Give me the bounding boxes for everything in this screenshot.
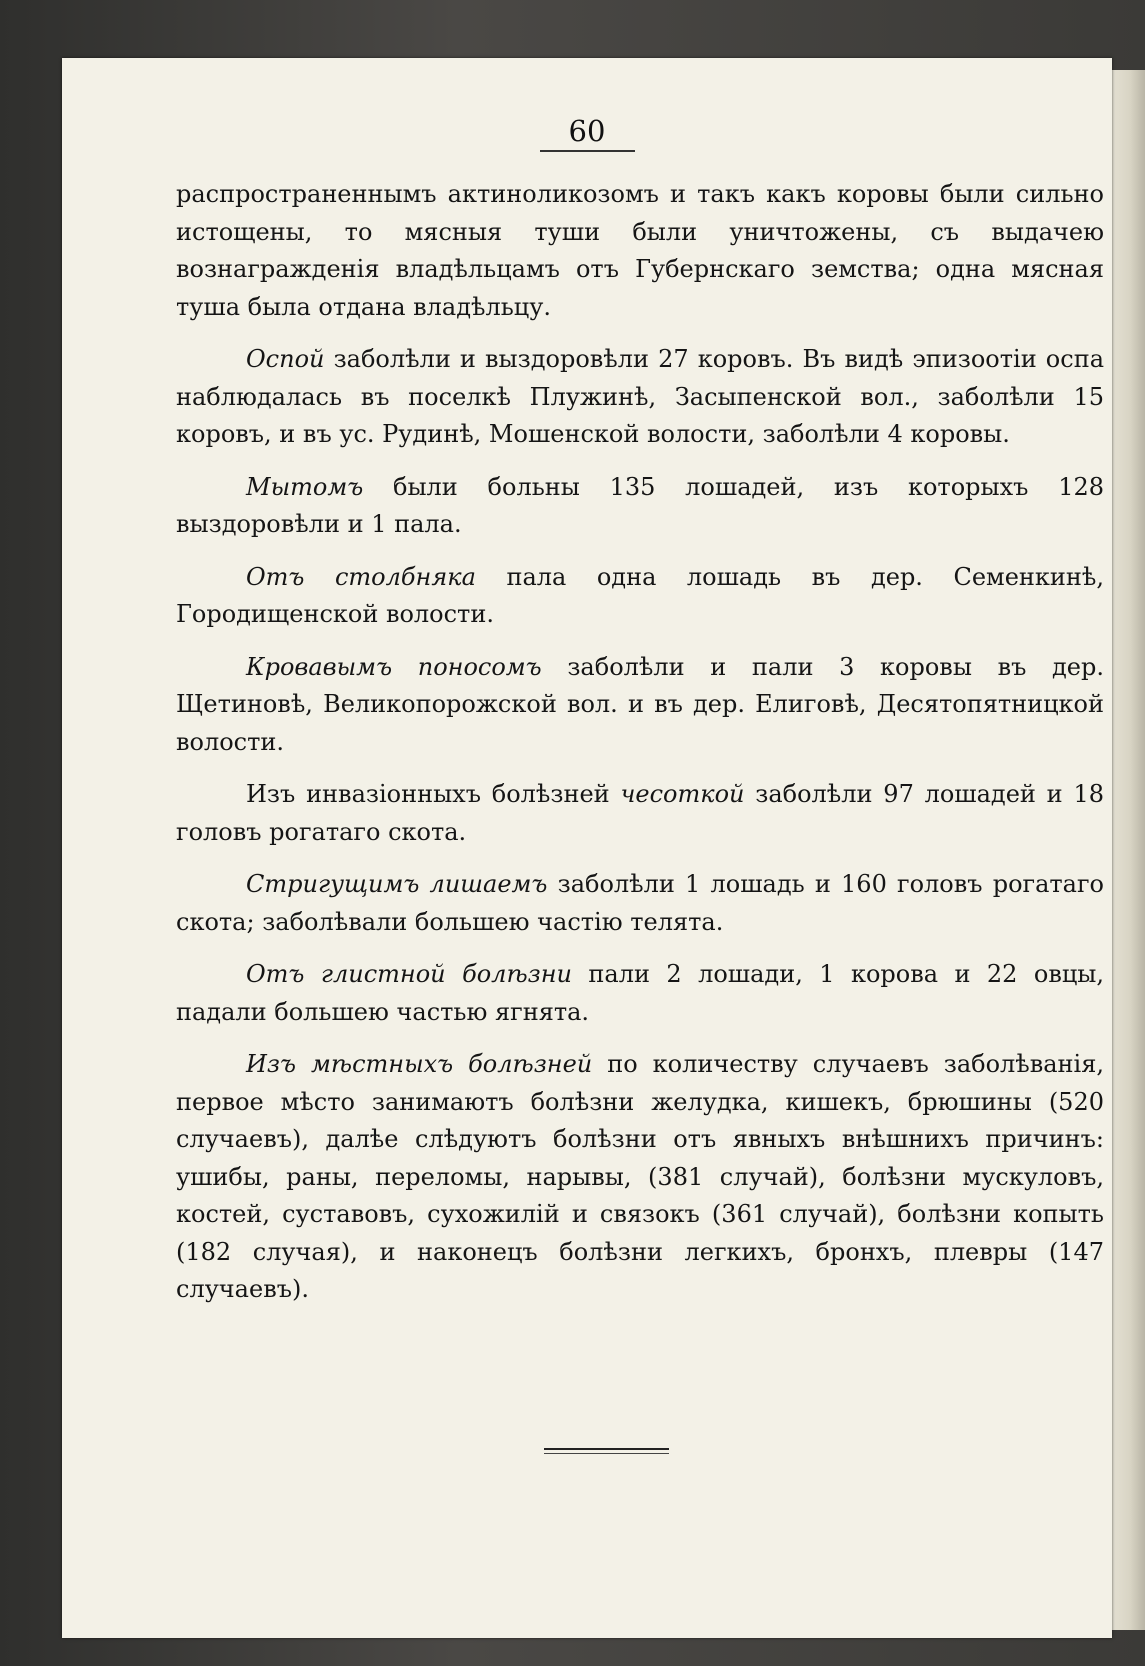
paragraph-6-lead-plain: Изъ инвазіонныхъ болѣзней bbox=[246, 780, 621, 808]
paragraph-6 bbox=[176, 776, 1104, 851]
paragraph-7-lead: Стригущимъ лишаемъ bbox=[246, 870, 548, 898]
paragraph-9-lead: Изъ мѣстныхъ болѣзней bbox=[246, 1050, 593, 1078]
paragraph-8-body: пали 2 лошади, 1 корова и 22 овцы, падали большею частью ягнята. bbox=[176, 960, 1105, 1026]
page-number-rule bbox=[540, 150, 635, 152]
paragraph-2 bbox=[176, 341, 1104, 454]
paragraph-6-body: заболѣли 97 лошадей и 18 головъ рогатаго скота. bbox=[176, 780, 1104, 846]
paragraph-8-lead: Отъ глистной болѣзни bbox=[246, 960, 572, 988]
paragraph-8 bbox=[176, 956, 1104, 1031]
paragraph-4-body: пала одна лошадь въ дер. Семенкинѣ, Городищенской волости. bbox=[176, 562, 1105, 628]
end-of-section-rule bbox=[544, 1448, 669, 1454]
paragraph-2-body: заболѣли и выздоровѣли 27 коровъ. Въ видѣ эпизоотіи оспа наблюдалась въ поселкѣ Плужинѣ, Засыпенской вол., заболѣли 15 коровъ, и въ ус. Рудинѣ, Мошенской волости, заболѣли 4 коровы. bbox=[176, 345, 1104, 448]
paragraph-4 bbox=[176, 559, 1104, 634]
paragraph-5-body: заболѣли и пали 3 коровы въ дер. Щетиновѣ, Великопорожской вол. и въ дер. Елиговѣ, Десятопятницкой волости. bbox=[176, 652, 1104, 756]
page-text bbox=[176, 176, 1104, 1324]
paragraph-1 bbox=[176, 176, 1104, 326]
paragraph-7 bbox=[176, 866, 1104, 941]
next-page-edge bbox=[1108, 70, 1145, 1630]
paragraph-7-body: заболѣли 1 лошадь и 160 головъ рогатаго скота; заболѣвали большею частію телята. bbox=[176, 870, 1105, 936]
paragraph-3-body: были больны 135 лошадей, изъ которыхъ 128 выздоровѣли и 1 пала. bbox=[176, 472, 1104, 538]
paragraph-1-body: распространеннымъ актиноликозомъ и такъ какъ коровы были сильно истощены, то мясныя туши были уничтожены, съ выдачею вознагражденія владѣльцамъ отъ Губернскаго земства; одна мясная туша была отдана владѣльцу. bbox=[176, 180, 1104, 321]
page-number: 60 bbox=[568, 114, 606, 148]
paragraph-2-lead: Оспой bbox=[246, 345, 325, 373]
paragraph-3-lead: Мытомъ bbox=[246, 472, 364, 501]
paragraph-5-lead: Кровавымъ поносомъ bbox=[246, 652, 542, 681]
paragraph-9-body: по количеству случаевъ заболѣванія, первое мѣсто занимаютъ болѣзни желудка, кишекъ, брюшины (520 случаевъ), далѣе слѣдуютъ болѣзни отъ явныхъ внѣшнихъ причинъ: ушибы, раны, переломы, нарывы, (381 случай), болѣзни мускуловъ, костей, суставовъ, сухожилій и связокъ (361 случай), болѣзни копыть (182 случая), и наконецъ болѣзни легкихъ, бронхъ, плевры (147 случаевъ). bbox=[176, 1050, 1105, 1303]
paragraph-5 bbox=[176, 649, 1104, 762]
paragraph-6-lead: чесоткой bbox=[620, 780, 745, 808]
paragraph-9 bbox=[176, 1046, 1104, 1309]
book-page bbox=[62, 58, 1112, 1638]
paragraph-3 bbox=[176, 469, 1104, 544]
paragraph-4-lead: Отъ столбняка bbox=[246, 562, 476, 591]
